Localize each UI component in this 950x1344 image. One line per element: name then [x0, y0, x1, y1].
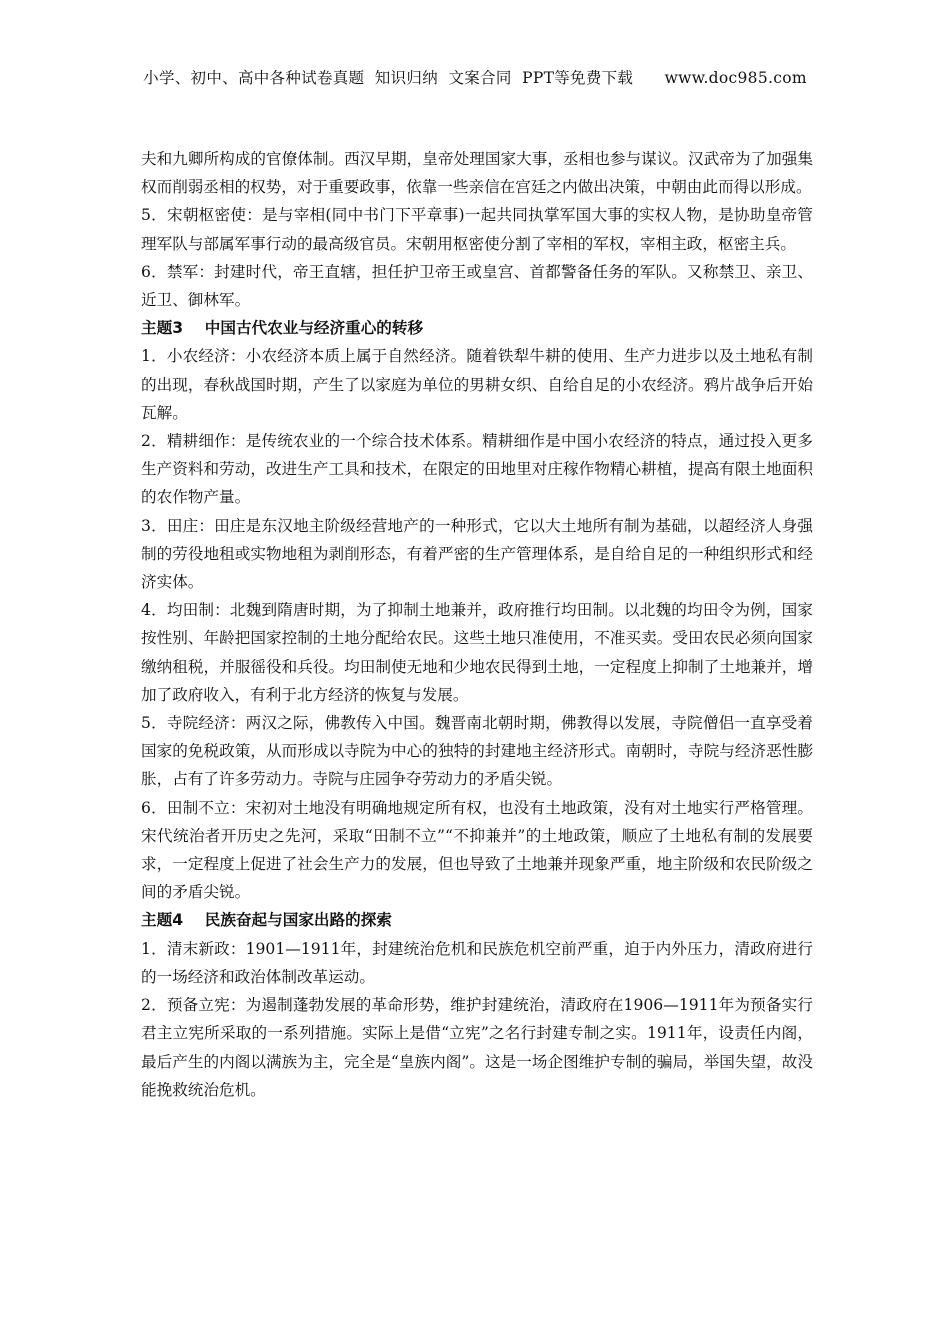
page-header: 小学、初中、高中各种试卷真题 知识归纳 文案合同 PPT等免费下载 www.doc985.com — [143, 69, 807, 87]
paragraph-song-privy-council: 5．宋朝枢密使：是与宰相(同中书门下平章事)一起共同执掌军国大事的实权人物，是协助皇帝管理军队与部属军事行动的最高级官员。宋朝用枢密使分割了宰相的军权，宰相主政，枢密主兵。 — [141, 206, 813, 253]
paragraph-manor: 3．田庄：田庄是东汉地主阶级经营地产的一种形式，它以大土地所有制为基础，以超经济人身强制的劳役地租或实物地租为剥削形态，有着严密的生产管理体系，是自给自足的一种组织形式和经济实体。 — [141, 516, 813, 592]
section-heading-topic-4: 主题4 民族奋起与国家出路的探索 — [141, 911, 392, 930]
paragraph-intensive-farming: 2．精耕细作：是传统农业的一个综合技术体系。精耕细作是中国小农经济的特点，通过投入更多生产资料和劳动，改进生产工具和技术，在限定的田地里对庄稼作物精心耕植，提高有限土地面积的农作物产量。 — [141, 432, 813, 507]
section-heading-topic-3: 主题3 中国古代农业与经济重心的转移 — [141, 319, 424, 338]
paragraph-small-peasant-economy: 1．小农经济：小农经济本质上属于自然经济。随着铁犁牛耕的使用、生产力进步以及土地私有制的出现，春秋战国时期，产生了以家庭为单位的男耕女织、自给自足的小农经济。鸦片战争后开始瓦解。 — [141, 347, 813, 422]
paragraph-equal-field-system: 4．均田制：北魏到隋唐时期，为了抑制土地兼并，政府推行均田制。以北魏的均田令为例，国家按性别、年龄把国家控制的土地分配给农民。这些土地只准使用，不准买卖。受田农民必须向国家缴纳租税，并服徭役和兵役。均田制使无地和少地农民得到土地，一定程度上抑制了土地兼并，增加了政府收入，有利于北方经济的恢复与发展。 — [141, 601, 813, 704]
paragraph-temple-economy: 5．寺院经济：两汉之际，佛教传入中国。魏晋南北朝时期，佛教得以发展，寺院僧侣一直享受着国家的免税政策，从而形成以寺院为中心的独特的封建地主经济形式。南朝时，寺院与经济恶性膨胀，占有了许多劳动力。寺院与庄园争夺劳动力的矛盾尖锐。 — [141, 714, 813, 789]
document-body — [141, 145, 813, 1104]
paragraph-no-land-system: 6．田制不立：宋初对土地没有明确地规定所有权，也没有土地政策，没有对土地实行严格管理。宋代统治者开历史之先河，采取“田制不立”“不抑兼并”的土地政策，顺应了土地私有制的发展要求，一定程度上促进了社会生产力的发展，但也导致了土地兼并现象严重，地主阶级和农民阶级之间的矛盾尖锐。 — [141, 798, 813, 902]
paragraph-imperial-guard: 6．禁军：封建时代，帝王直辖，担任护卫帝王或皇宫、首都警备任务的军队。又称禁卫、亲卫、近卫、御林军。 — [141, 262, 813, 310]
paragraph-continued-court-system: 夫和九卿所构成的官僚体制。西汉早期，皇帝处理国家大事，丞相也参与谋议。汉武帝为了加强集权而削弱丞相的权势，对于重要政事，依靠一些亲信在宫廷之内做出决策，中朝由此而得以形成。 — [141, 150, 813, 197]
paragraph-constitutional-preparation: 2．预备立宪：为遏制蓬勃发展的革命形势，维护封建统治，清政府在1906—1911年为预备实行君主立宪所采取的一系列措施。实际上是借“立宪”之名行封建专制之实。1911年，设责任内阁，最后产生的内阁以满族为主，完全是“皇族内阁”。这是一场企图维护专制的骗局，举国失望，故没能挽救统治危机。 — [141, 996, 813, 1099]
paragraph-late-qing-reform: 1．清末新政：1901—1911年，封建统治危机和民族危机空前严重，迫于内外压力，清政府进行的一场经济和政治体制改革运动。 — [141, 939, 813, 986]
